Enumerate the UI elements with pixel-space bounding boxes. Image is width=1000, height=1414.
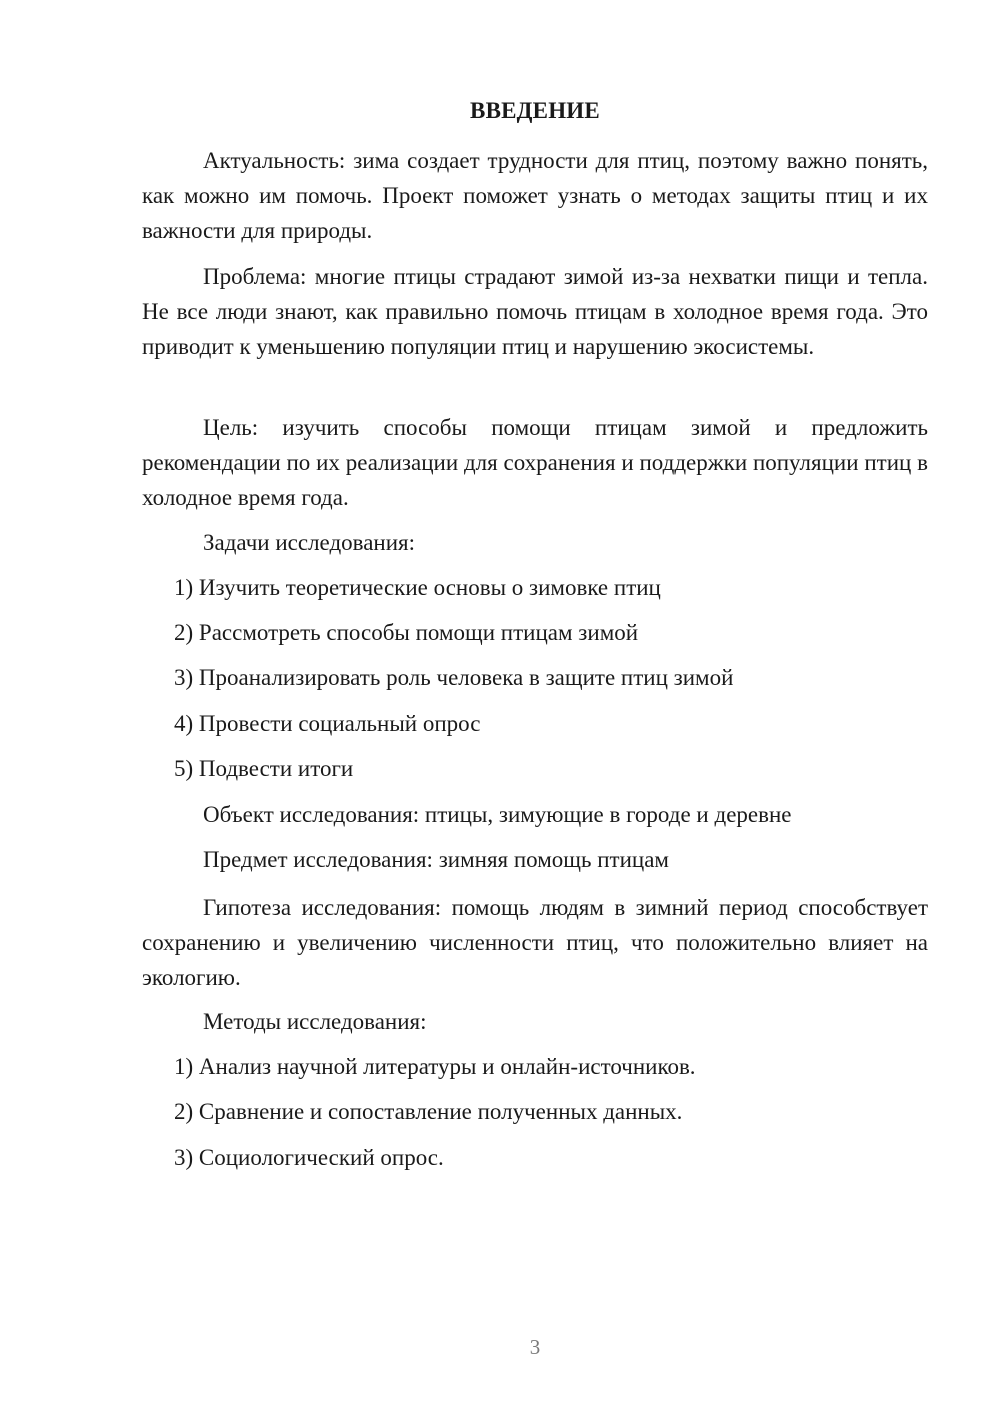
page-number: 3 [529, 1335, 541, 1359]
method-item: 2) Сравнение и сопоставление полученных данных. [174, 1099, 683, 1124]
goal-paragraph: Цель: изучить способы помощи птицам зимой и предложить рекомендации по их реализации для сохранения и поддержки популяции птиц в холодное время года. [142, 415, 928, 510]
relevance-paragraph: Актуальность: зима создает трудности для птиц, поэтому важно понять, как можно им помочь. Проект поможет узнать о методах защиты птиц и их важности для природы. [142, 148, 928, 243]
methods-heading: Методы исследования: [203, 1009, 427, 1034]
problem-paragraph: Проблема: многие птицы страдают зимой из-за нехватки пищи и тепла. Не все люди знают, как правильно помочь птицам в холодное время года. Это приводит к уменьшению популяции птиц и нарушению экосистемы. [142, 264, 928, 359]
task-item: 4) Провести социальный опрос [174, 711, 481, 736]
section-heading: ВВЕДЕНИЕ [470, 98, 600, 123]
subject-line: Предмет исследования: зимняя помощь птицам [203, 847, 669, 872]
document-page [142, 0, 928, 1414]
hypothesis-paragraph: Гипотеза исследования: помощь людям в зимний период способствует сохранению и увеличению численности птиц, что положительно влияет на экологию. [142, 895, 928, 990]
task-item: 3) Проанализировать роль человека в защите птиц зимой [174, 665, 734, 690]
task-item: 5) Подвести итоги [174, 756, 354, 781]
tasks-heading: Задачи исследования: [203, 530, 416, 555]
task-item: 2) Рассмотреть способы помощи птицам зимой [174, 620, 639, 645]
method-item: 1) Анализ научной литературы и онлайн-источников. [174, 1054, 696, 1079]
object-line: Объект исследования: птицы, зимующие в городе и деревне [203, 802, 792, 827]
method-item: 3) Социологический опрос. [174, 1145, 444, 1170]
task-item: 1) Изучить теоретические основы о зимовке птиц [174, 575, 661, 600]
